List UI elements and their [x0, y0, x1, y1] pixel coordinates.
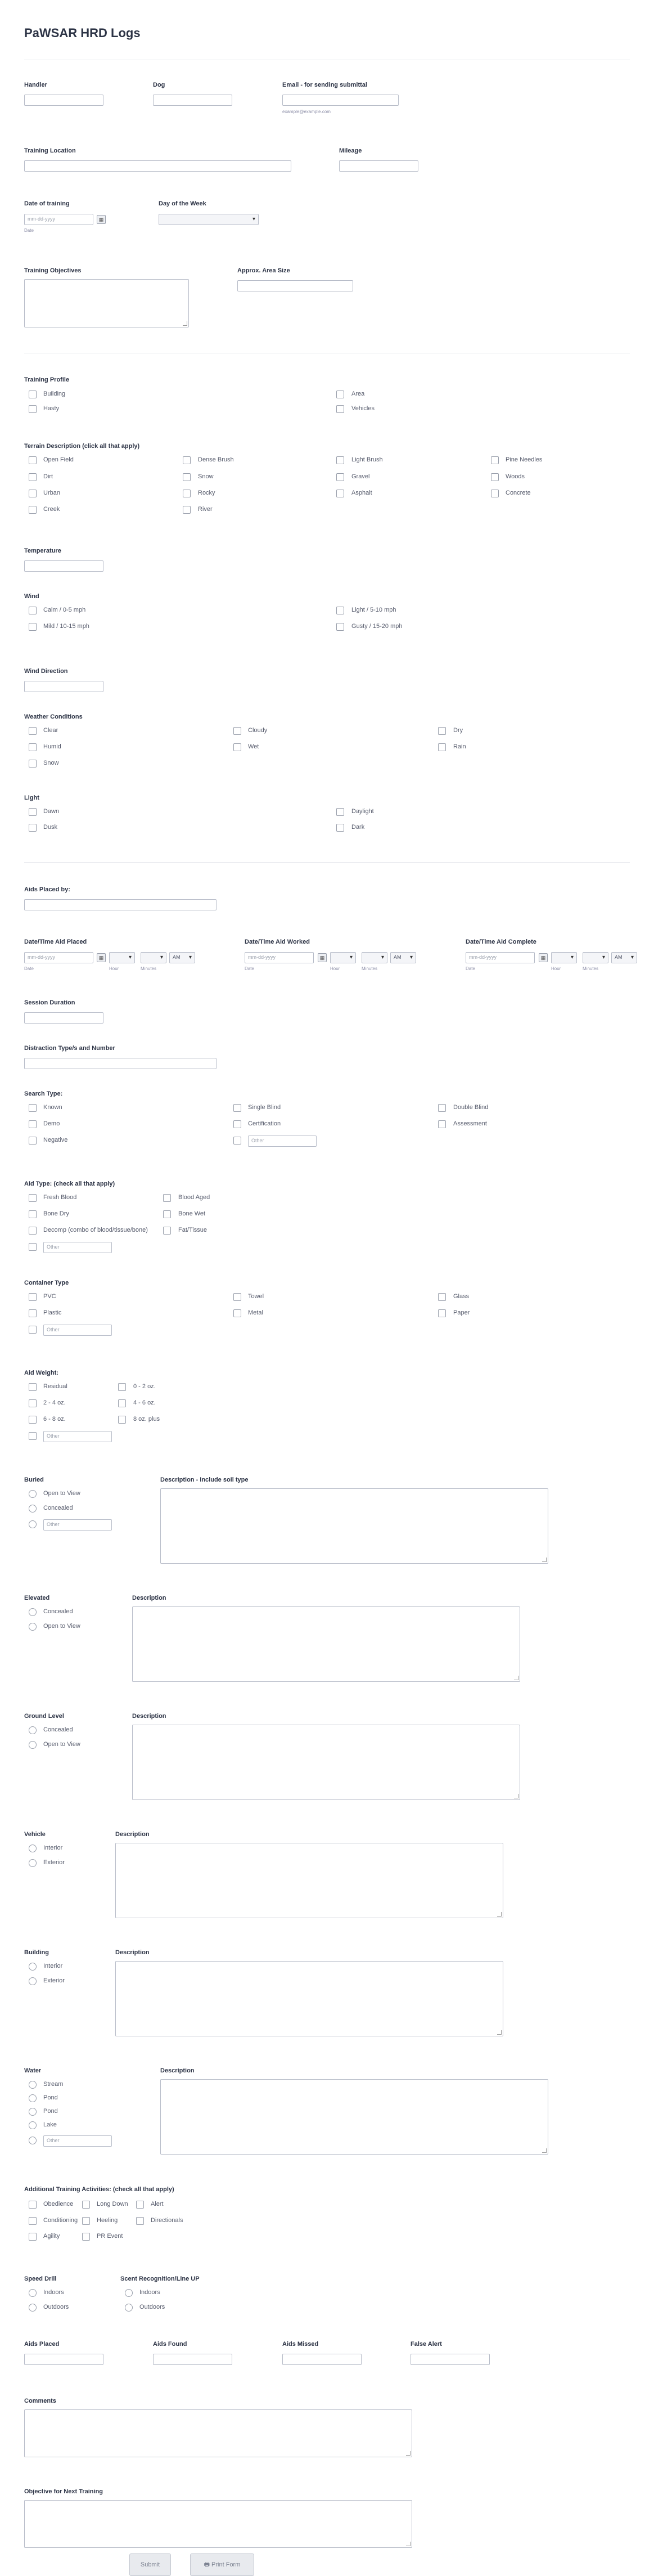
option-label: Directionals [151, 2217, 183, 2224]
terrain-label: Terrain Description (click all that apply) [24, 443, 140, 450]
radio[interactable] [125, 2289, 133, 2297]
checkbox[interactable] [438, 1104, 446, 1112]
submit-button[interactable]: Submit [129, 2553, 171, 2576]
radio[interactable] [29, 1490, 37, 1498]
option-label: Lake [43, 2121, 57, 2128]
checkbox[interactable] [336, 824, 344, 832]
checkbox[interactable] [29, 2217, 37, 2225]
calendar-icon[interactable]: ▦ [318, 953, 327, 962]
vehicle-label: Vehicle [24, 1831, 46, 1838]
option-label: Mild / 10-15 mph [43, 623, 89, 630]
elevated-label: Elevated [24, 1595, 50, 1601]
temperature-input[interactable] [24, 560, 103, 572]
option-label: Obedience [43, 2201, 74, 2207]
option-label: Dirt [43, 473, 53, 480]
option-label: Calm / 0-5 mph [43, 607, 86, 613]
option-label: Dry [453, 727, 463, 734]
dog-input[interactable] [153, 95, 232, 106]
checkbox[interactable] [336, 490, 344, 497]
wind-direction-label: Wind Direction [24, 668, 68, 675]
checkbox[interactable] [233, 1137, 241, 1145]
checkbox[interactable] [118, 1399, 126, 1407]
date-sublabel: Date [466, 966, 475, 971]
checkbox[interactable] [29, 1416, 37, 1424]
email-sublabel: example@example.com [282, 109, 331, 114]
checkbox[interactable] [136, 2217, 144, 2225]
comments-textarea[interactable] [24, 2409, 412, 2457]
dt-aid-worked-label: Date/Time Aid Worked [245, 939, 310, 945]
option-label: 8 oz. plus [133, 1416, 160, 1422]
checkbox[interactable] [336, 808, 344, 816]
wind-direction-input[interactable] [24, 681, 103, 692]
email-input[interactable] [282, 95, 399, 106]
distraction-input[interactable] [24, 1058, 217, 1069]
aids-missed-input[interactable] [282, 2354, 362, 2365]
radio[interactable] [29, 1845, 37, 1852]
checkbox[interactable] [118, 1383, 126, 1391]
checkbox[interactable] [29, 743, 37, 751]
option-label: 0 - 2 oz. [133, 1383, 156, 1390]
training-objectives-label: Training Objectives [24, 267, 82, 274]
checkbox[interactable] [438, 727, 446, 735]
hour-select[interactable] [330, 952, 356, 963]
option-label: Towel [248, 1293, 264, 1300]
option-label: 4 - 6 oz. [133, 1399, 156, 1406]
radio[interactable] [29, 2304, 37, 2312]
building-label: Building [24, 1949, 49, 1956]
building-description-textarea[interactable] [115, 1961, 503, 2036]
radio[interactable] [125, 2304, 133, 2312]
aids-found-input[interactable] [153, 2354, 232, 2365]
minutes-sublabel: Minutes [141, 966, 157, 971]
option-label: Open to View [43, 1623, 80, 1630]
aids-placed-by-label: Aids Placed by: [24, 886, 70, 893]
option-label: Wet [248, 743, 259, 750]
radio[interactable] [29, 1608, 37, 1616]
checkbox[interactable] [29, 1432, 37, 1440]
approx-area-size-label: Approx. Area Size [237, 267, 290, 274]
checkbox[interactable] [29, 808, 37, 816]
comments-label: Comments [24, 2398, 56, 2404]
checkbox[interactable] [29, 456, 37, 464]
day-of-week-label: Day of the Week [159, 200, 206, 207]
option-label: Building [43, 391, 66, 397]
checkbox[interactable] [29, 1309, 37, 1317]
additional-activities-label: Additional Training Activities: (check all that apply) [24, 2186, 174, 2193]
checkbox[interactable] [491, 456, 499, 464]
ampm-select[interactable]: AM ▾ [611, 952, 637, 963]
water-description-label: Description [160, 2067, 195, 2074]
next-objective-textarea[interactable] [24, 2500, 412, 2548]
water-description-textarea[interactable] [160, 2079, 548, 2155]
checkbox[interactable] [163, 1194, 171, 1202]
scent-recognition-label: Scent Recognition/Line UP [120, 2276, 200, 2282]
training-objectives-textarea[interactable] [24, 279, 189, 327]
checkbox[interactable] [29, 1137, 37, 1145]
option-label: Pond [43, 2108, 58, 2115]
option-label: Open to View [43, 1490, 80, 1497]
checkbox[interactable] [438, 1120, 446, 1128]
option-label: Woods [506, 473, 525, 480]
option-label: Cloudy [248, 727, 268, 734]
checkbox[interactable] [336, 391, 344, 398]
checkbox[interactable] [336, 473, 344, 481]
option-label: Rain [453, 743, 466, 750]
option-label: Area [351, 391, 365, 397]
option-label: Gusty / 15-20 mph [351, 623, 403, 630]
option-label: Fat/Tissue [178, 1227, 207, 1233]
checkbox[interactable] [29, 473, 37, 481]
radio[interactable] [29, 1505, 37, 1513]
checkbox[interactable] [233, 1120, 241, 1128]
aid-weight-other-input[interactable]: Other [43, 1431, 112, 1442]
approx-area-size-input[interactable] [237, 280, 353, 291]
radio[interactable] [29, 2108, 37, 2116]
dt-aid-placed-label: Date/Time Aid Placed [24, 939, 87, 945]
option-label: Snow [198, 473, 214, 480]
option-label: Pond [43, 2094, 58, 2101]
checkbox[interactable] [233, 727, 241, 735]
option-label: Assessment [453, 1120, 487, 1127]
option-label: River [198, 506, 213, 513]
checkbox[interactable] [29, 1293, 37, 1301]
checkbox[interactable] [233, 1293, 241, 1301]
checkbox[interactable] [183, 506, 191, 514]
vehicle-description-label: Description [115, 1831, 150, 1838]
session-duration-label: Session Duration [24, 999, 75, 1006]
checkbox[interactable] [336, 623, 344, 631]
option-label: Concealed [43, 1505, 73, 1511]
option-label: Metal [248, 1309, 263, 1316]
handler-input[interactable] [24, 95, 103, 106]
ground-level-label: Ground Level [24, 1713, 64, 1720]
aids-missed-label: Aids Missed [282, 2341, 319, 2348]
checkbox[interactable] [29, 2233, 37, 2241]
aid-type-other-input[interactable]: Other [43, 1242, 112, 1253]
aids-found-label: Aids Found [153, 2341, 187, 2348]
dt-aid-complete-date-input[interactable]: mm-dd-yyyy [466, 952, 535, 963]
printer-icon: 🖶 [204, 2561, 210, 2568]
checkbox[interactable] [29, 760, 37, 768]
email-label: Email - for sending submittal [282, 82, 367, 88]
option-label: Bone Dry [43, 1210, 69, 1217]
hour-select[interactable] [109, 952, 135, 963]
checkbox[interactable] [118, 1416, 126, 1424]
checkbox[interactable] [82, 2217, 90, 2225]
radio[interactable] [29, 1963, 37, 1971]
checkbox[interactable] [29, 607, 37, 614]
checkbox[interactable] [163, 1227, 171, 1235]
checkbox[interactable] [336, 456, 344, 464]
hour-sublabel: Hour [109, 966, 119, 971]
option-label: Vehicles [351, 405, 375, 412]
aids-placed-by-input[interactable] [24, 899, 217, 910]
checkbox[interactable] [438, 1309, 446, 1317]
date-sublabel: Date [24, 228, 34, 233]
radio[interactable] [29, 1623, 37, 1631]
date-of-training-input[interactable]: mm-dd-yyyy [24, 214, 93, 225]
option-label: Daylight [351, 808, 374, 815]
ground-level-description-textarea[interactable] [132, 1725, 520, 1800]
minutes-select[interactable] [583, 952, 608, 963]
light-label: Light [24, 795, 39, 801]
option-label: Asphalt [351, 490, 372, 496]
option-label: Light Brush [351, 456, 383, 463]
buried-other-input[interactable]: Other [43, 1519, 112, 1531]
option-label: Fresh Blood [43, 1194, 77, 1201]
option-label: Concealed [43, 1726, 73, 1733]
option-label: Heeling [97, 2217, 118, 2224]
date-sublabel: Date [245, 966, 254, 971]
checkbox[interactable] [491, 490, 499, 497]
option-label: Exterior [43, 1859, 65, 1866]
speed-drill-label: Speed Drill [24, 2276, 57, 2282]
option-label: Dusk [43, 824, 58, 831]
checkbox[interactable] [491, 473, 499, 481]
aid-weight-label: Aid Weight: [24, 1370, 58, 1376]
dt-aid-complete-label: Date/Time Aid Complete [466, 939, 536, 945]
option-label: Certification [248, 1120, 281, 1127]
checkbox[interactable] [29, 824, 37, 832]
option-label: Bone Wet [178, 1210, 206, 1217]
elevated-description-textarea[interactable] [132, 1606, 520, 1682]
option-label: Paper [453, 1309, 470, 1316]
divider [24, 862, 630, 863]
checkbox[interactable] [336, 607, 344, 614]
calendar-icon[interactable]: ▦ [97, 215, 106, 224]
option-label: Interior [43, 1845, 63, 1851]
checkbox[interactable] [29, 506, 37, 514]
hour-sublabel: Hour [551, 966, 561, 971]
radio[interactable] [29, 2081, 37, 2089]
checkbox[interactable] [29, 1104, 37, 1112]
hour-sublabel: Hour [330, 966, 340, 971]
checkbox[interactable] [438, 1293, 446, 1301]
search-type-label: Search Type: [24, 1090, 63, 1097]
option-label: Decomp (combo of blood/tissue/bone) [43, 1227, 148, 1233]
option-label: Outdoors [139, 2304, 165, 2310]
radio[interactable] [29, 2289, 37, 2297]
training-location-input[interactable] [24, 160, 291, 172]
checkbox[interactable] [163, 1210, 171, 1218]
radio[interactable] [29, 1726, 37, 1734]
option-label: 6 - 8 oz. [43, 1416, 66, 1422]
option-label: Indoors [139, 2289, 160, 2296]
training-location-label: Training Location [24, 147, 76, 154]
option-label: Long Down [97, 2201, 128, 2207]
checkbox[interactable] [29, 2201, 37, 2209]
option-label: Double Blind [453, 1104, 489, 1111]
checkbox[interactable] [233, 743, 241, 751]
checkbox[interactable] [29, 727, 37, 735]
calendar-icon[interactable]: ▦ [97, 953, 106, 962]
option-label: Clear [43, 727, 58, 734]
option-label: Exterior [43, 1977, 65, 1984]
checkbox[interactable] [29, 490, 37, 497]
dog-label: Dog [153, 82, 165, 88]
false-alert-input[interactable] [411, 2354, 490, 2365]
option-label: Light / 5-10 mph [351, 607, 396, 613]
form-title: PaWSAR HRD Logs [24, 26, 141, 40]
checkbox[interactable] [29, 391, 37, 398]
distraction-label: Distraction Type/s and Number [24, 1045, 115, 1052]
print-form-label: Print Form [211, 2561, 241, 2568]
checkbox[interactable] [183, 473, 191, 481]
option-label: Plastic [43, 1309, 62, 1316]
radio[interactable] [29, 1520, 37, 1528]
option-label: Concrete [506, 490, 531, 496]
buried-description-label: Description - include soil type [160, 1477, 249, 1483]
ampm-select[interactable]: AM ▾ [390, 952, 416, 963]
checkbox[interactable] [29, 1227, 37, 1235]
checkbox[interactable] [233, 1104, 241, 1112]
checkbox[interactable] [82, 2201, 90, 2209]
option-label: Open Field [43, 456, 74, 463]
date-of-training-label: Date of training [24, 200, 70, 207]
option-label: Negative [43, 1137, 68, 1143]
weather-label: Weather Conditions [24, 713, 83, 720]
aids-placed-label: Aids Placed [24, 2341, 60, 2348]
option-label: PVC [43, 1293, 56, 1300]
mileage-label: Mileage [339, 147, 362, 154]
option-label: Snow [43, 760, 59, 766]
option-label: Glass [453, 1293, 470, 1300]
aid-type-label: Aid Type: (check all that apply) [24, 1181, 115, 1187]
option-label: Concealed [43, 1608, 73, 1615]
option-label: Demo [43, 1120, 60, 1127]
minutes-sublabel: Minutes [583, 966, 599, 971]
option-label: 2 - 4 oz. [43, 1399, 66, 1406]
checkbox[interactable] [29, 1120, 37, 1128]
date-sublabel: Date [24, 966, 34, 971]
print-form-button[interactable] [190, 2553, 254, 2576]
hour-select[interactable] [551, 952, 577, 963]
minutes-select[interactable] [141, 952, 166, 963]
radio[interactable] [29, 2094, 37, 2102]
option-label: Blood Aged [178, 1194, 210, 1201]
false-alert-label: False Alert [411, 2341, 442, 2348]
option-label: Open to View [43, 1741, 80, 1748]
checkbox[interactable] [29, 405, 37, 413]
checkbox[interactable] [29, 623, 37, 631]
vehicle-description-textarea[interactable] [115, 1843, 503, 1918]
aids-placed-input[interactable] [24, 2354, 103, 2365]
option-label: Hasty [43, 405, 60, 412]
minutes-select[interactable] [362, 952, 387, 963]
radio[interactable] [29, 1977, 37, 1985]
buried-label: Buried [24, 1477, 44, 1483]
day-of-week-select[interactable] [159, 214, 259, 225]
dt-aid-placed-date-input[interactable]: mm-dd-yyyy [24, 952, 93, 963]
option-label: Indoors [43, 2289, 64, 2296]
mileage-input[interactable] [339, 160, 418, 172]
temperature-label: Temperature [24, 547, 61, 554]
radio[interactable] [29, 1741, 37, 1749]
checkbox[interactable] [29, 1243, 37, 1251]
dt-aid-worked-date-input[interactable]: mm-dd-yyyy [245, 952, 314, 963]
option-label: Conditioning [43, 2217, 78, 2224]
radio[interactable] [29, 2137, 37, 2144]
checkbox[interactable] [29, 1383, 37, 1391]
option-label: Residual [43, 1383, 67, 1390]
checkbox[interactable] [438, 743, 446, 751]
option-label: Known [43, 1104, 62, 1111]
session-duration-input[interactable] [24, 1012, 103, 1024]
water-other-input[interactable]: Other [43, 2135, 112, 2147]
container-type-other-input[interactable]: Other [43, 1325, 112, 1336]
option-label: PR Event [97, 2233, 123, 2240]
ground-level-description-label: Description [132, 1713, 166, 1720]
ampm-select[interactable]: AM ▾ [169, 952, 195, 963]
option-label: Stream [43, 2081, 64, 2088]
checkbox[interactable] [136, 2201, 144, 2209]
radio[interactable] [29, 1859, 37, 1867]
water-label: Water [24, 2067, 42, 2074]
option-label: Dense Brush [198, 456, 234, 463]
wind-label: Wind [24, 593, 39, 600]
training-profile-label: Training Profile [24, 376, 70, 383]
option-label: Gravel [351, 473, 370, 480]
radio[interactable] [29, 2121, 37, 2129]
option-label: Pine Needles [506, 456, 543, 463]
checkbox[interactable] [233, 1309, 241, 1317]
option-label: Humid [43, 743, 61, 750]
buried-description-textarea[interactable] [160, 1488, 548, 1564]
option-label: Alert [151, 2201, 164, 2207]
checkbox[interactable] [29, 1399, 37, 1407]
option-label: Outdoors [43, 2304, 69, 2310]
checkbox[interactable] [336, 405, 344, 413]
option-label: Interior [43, 1963, 63, 1969]
checkbox[interactable] [183, 490, 191, 497]
search-type-other-input[interactable]: Other [248, 1136, 317, 1147]
option-label: Dark [351, 824, 365, 831]
building-description-label: Description [115, 1949, 150, 1956]
option-label: Agility [43, 2233, 60, 2240]
option-label: Creek [43, 506, 60, 513]
checkbox[interactable] [183, 456, 191, 464]
checkbox[interactable] [29, 1210, 37, 1218]
option-label: Urban [43, 490, 60, 496]
option-label: Rocky [198, 490, 215, 496]
checkbox[interactable] [29, 1326, 37, 1334]
handler-label: Handler [24, 82, 47, 88]
next-objective-label: Objective for Next Training [24, 2488, 103, 2495]
checkbox[interactable] [29, 1194, 37, 1202]
calendar-icon[interactable]: ▦ [539, 953, 548, 962]
checkbox[interactable] [82, 2233, 90, 2241]
option-label: Dawn [43, 808, 60, 815]
elevated-description-label: Description [132, 1595, 166, 1601]
container-type-label: Container Type [24, 1280, 69, 1286]
minutes-sublabel: Minutes [362, 966, 378, 971]
option-label: Single Blind [248, 1104, 281, 1111]
